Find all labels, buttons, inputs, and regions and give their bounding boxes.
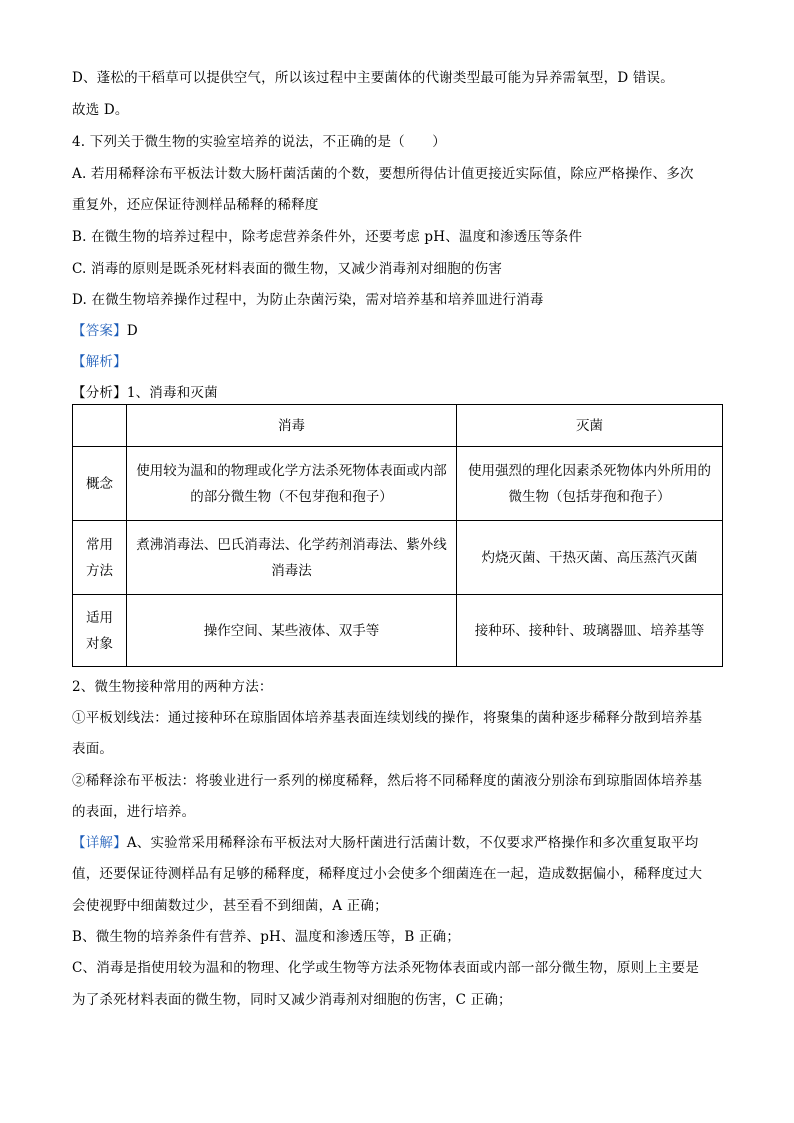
text-line: D、蓬松的干稻草可以提供空气，所以该过程中主要菌体的代谢类型最可能为异养需氧型，D 错误。	[72, 70, 674, 86]
fenxi-line	[72, 381, 218, 401]
detail-tag: 【详解】	[72, 835, 127, 851]
text-line: B、微生物的培养条件有营养、pH、温度和渗透压等，B 正确；	[72, 929, 461, 945]
table-cell: 接种环、接种针、玻璃器皿、培养基等	[457, 595, 723, 667]
option-d: D. 在微生物培养操作过程中，为防止杂菌污染，需对培养基和培养皿进行消毒	[72, 292, 544, 308]
table-header-row	[73, 405, 723, 447]
text-line: 表面。	[72, 741, 114, 757]
row-label-cell: 概念	[73, 447, 127, 521]
table-header-cell: 消毒	[127, 405, 457, 447]
fenxi-tag: 【分析】	[72, 385, 127, 401]
analysis-tag: 【解析】	[72, 354, 127, 370]
analysis-line	[72, 350, 127, 370]
row-label-cell: 适用对象	[73, 595, 127, 667]
option-c: C. 消毒的原则是既杀死材料表面的微生物，又减少消毒剂对细胞的伤害	[72, 261, 503, 277]
text-line: C、消毒是指使用较为温和的物理、化学或生物等方法杀死物体表面或内部一部分微生物，原则上主要是	[72, 960, 700, 976]
text-line: 故选 D。	[72, 102, 129, 118]
text-line: 为了杀死材料表面的微生物，同时又减少消毒剂对细胞的伤害，C 正确；	[72, 992, 512, 1008]
option-a-cont: 重复外，还应保证待测样品稀释的稀释度	[72, 197, 319, 213]
table-row	[73, 595, 723, 667]
comparison-table	[72, 404, 723, 667]
option-b: B. 在微生物的培养过程中，除考虑营养条件外，还要考虑 pH、温度和渗透压等条件	[72, 229, 583, 245]
answer-value: D	[126, 323, 138, 339]
text-line: 2、微生物接种常用的两种方法：	[72, 679, 273, 695]
table-header-cell: 灭菌	[457, 405, 723, 447]
table-row	[73, 521, 723, 595]
option-a: A. 若用稀释涂布平板法计数大肠杆菌活菌的个数，要想所得估计值更接近实际值，除应严格操作、多次	[72, 166, 694, 182]
table-row	[73, 447, 723, 521]
question-stem: 4. 下列关于微生物的实验室培养的说法，不正确的是（ ）	[72, 134, 446, 150]
table-cell: 灼烧灭菌、干热灭菌、高压蒸汽灭菌	[457, 521, 723, 595]
table-corner-cell	[73, 405, 127, 447]
detail-text: A、实验常采用稀释涂布平板法对大肠杆菌进行活菌计数，不仅要求严格操作和多次重复取平均	[126, 835, 699, 851]
text-line: ①平板划线法：通过接种环在琼脂固体培养基表面连续划线的操作，将聚集的菌种逐步稀释分散到培养基	[72, 710, 703, 726]
table-cell: 使用强烈的理化因素杀死物体内外所用的微生物（包括芽孢和孢子）	[457, 447, 723, 521]
table-cell: 操作空间、某些液体、双手等	[127, 595, 457, 667]
text-line: 值，还要保证待测样品有足够的稀释度，稀释度过小会使多个细菌连在一起，造成数据偏小，稀释度过大	[72, 866, 703, 882]
table-cell: 煮沸消毒法、巴氏消毒法、化学药剂消毒法、紫外线消毒法	[127, 521, 457, 595]
detail-line	[72, 831, 698, 851]
text-line: ②稀释涂布平板法：将骏业进行一系列的梯度稀释，然后将不同稀释度的菌液分别涂布到琼脂固体培养基	[72, 773, 703, 789]
text-line: 的表面，进行培养。	[72, 804, 196, 820]
text-line: 会使视野中细菌数过少，甚至看不到细菌，A 正确；	[72, 898, 388, 914]
fenxi-text: 1、消毒和灭菌	[126, 385, 218, 401]
row-label-cell: 常用方法	[73, 521, 127, 595]
table-cell: 使用较为温和的物理或化学方法杀死物体表面或内部的部分微生物（不包芽孢和孢子）	[127, 447, 457, 521]
answer-line	[72, 319, 138, 339]
answer-tag: 【答案】	[72, 323, 127, 339]
